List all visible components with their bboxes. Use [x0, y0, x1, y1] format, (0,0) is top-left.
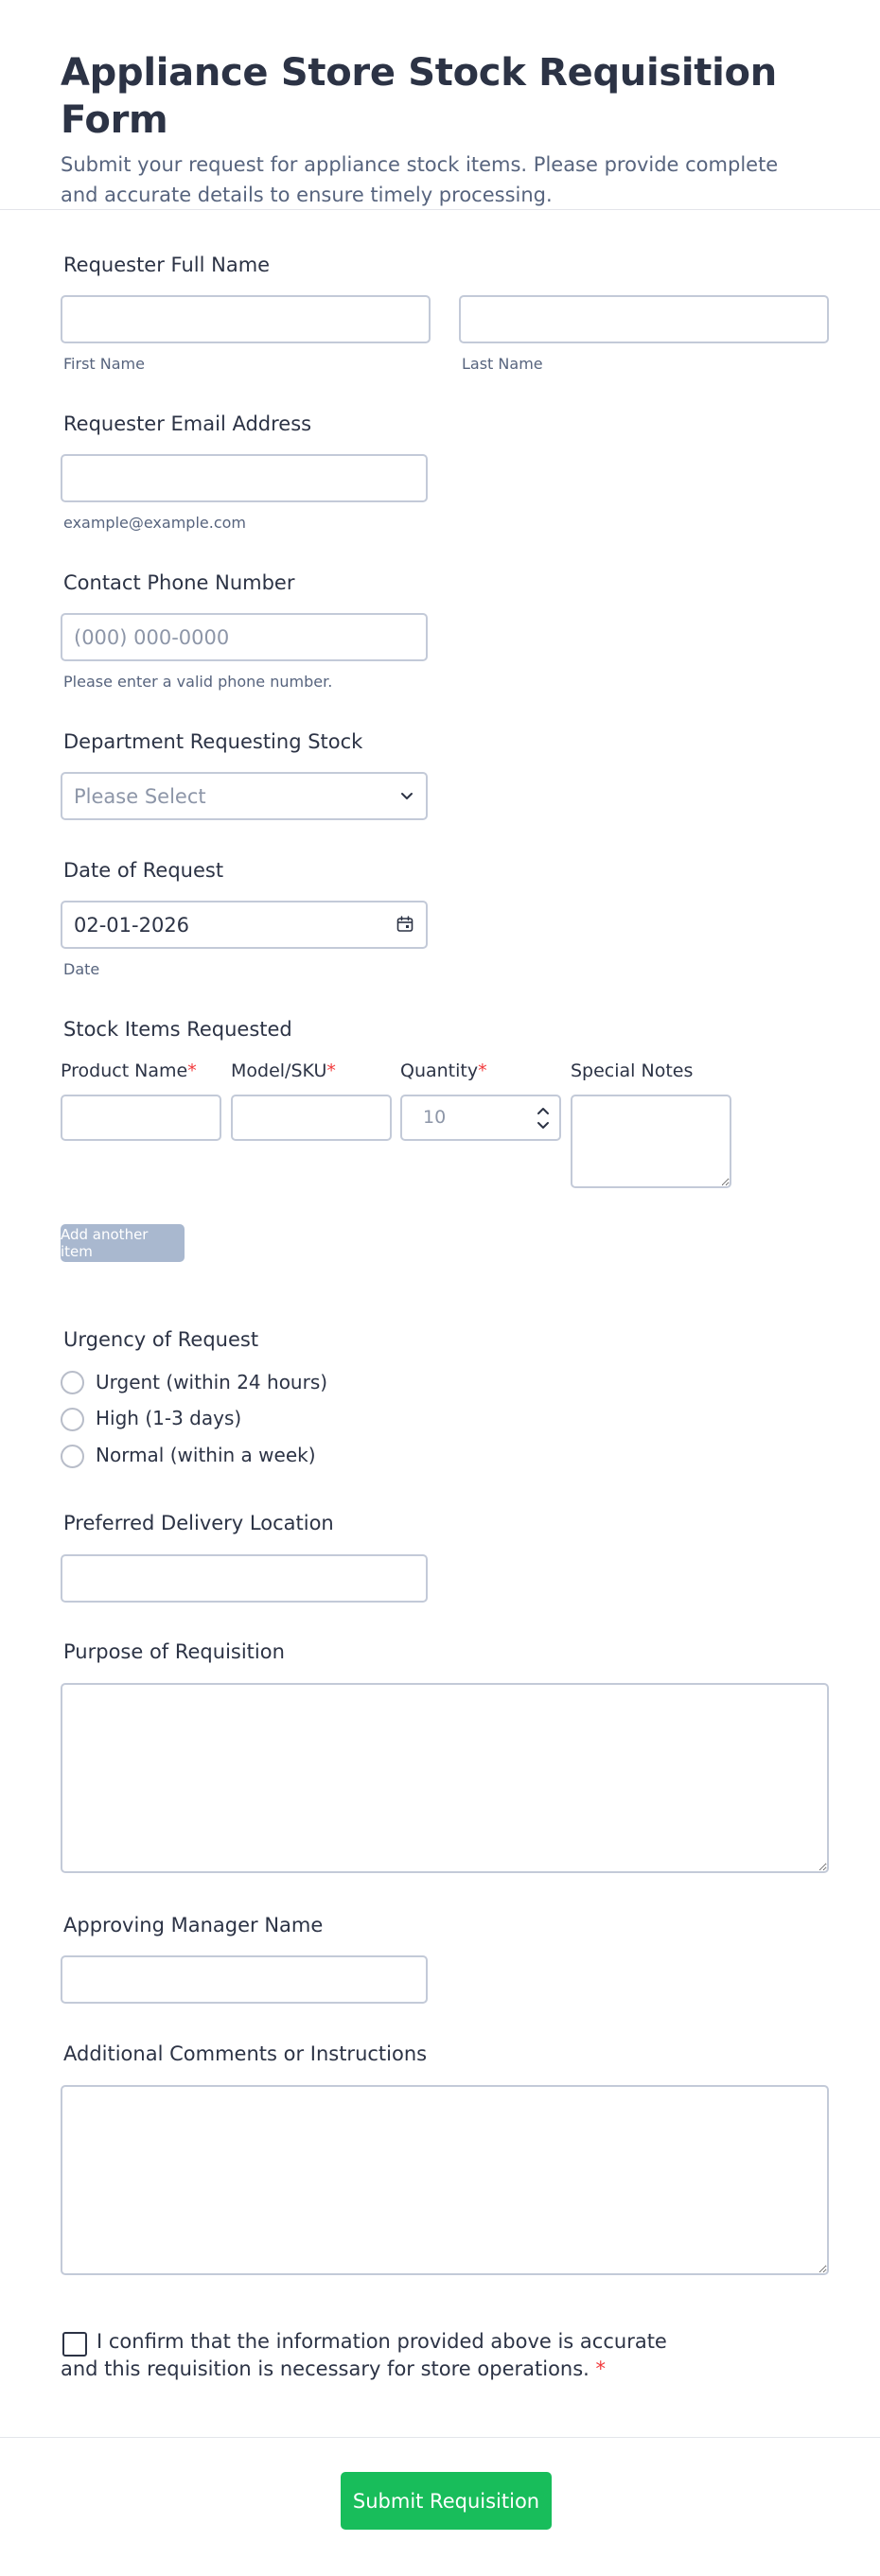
confirm-text: I confirm that the information provided above is accurate and this requisition is necessary for store operations.: [61, 2330, 667, 2380]
quantity-input[interactable]: [400, 1095, 561, 1141]
phone-sublabel: Please enter a valid phone number.: [63, 673, 333, 691]
comments-textarea[interactable]: [61, 2085, 829, 2275]
manager-label: Approving Manager Name: [63, 1914, 324, 1936]
comments-label: Additional Comments or Instructions: [63, 2042, 428, 2065]
first-name-sublabel: First Name: [63, 355, 145, 373]
first-name-input[interactable]: [61, 295, 431, 343]
col-product-name: [61, 1060, 197, 1081]
manager-name-input[interactable]: [61, 1955, 428, 2004]
product-name-input[interactable]: [61, 1095, 221, 1141]
radio-urgent-label[interactable]: Urgent (within 24 hours): [96, 1371, 328, 1393]
col-special-notes: Special Notes: [571, 1060, 694, 1081]
col-model-sku: [231, 1060, 336, 1081]
stock-items-label: Stock Items Requested: [63, 1018, 292, 1041]
submit-button[interactable]: Submit Requisition: [341, 2472, 552, 2530]
required-mark: *: [478, 1060, 487, 1081]
last-name-input[interactable]: [459, 295, 829, 343]
department-select[interactable]: [61, 772, 428, 820]
col-product-name-text: Product Name: [61, 1060, 188, 1081]
required-mark: *: [326, 1060, 336, 1081]
email-sublabel: example@example.com: [63, 514, 246, 532]
confirm-statement[interactable]: [61, 2328, 704, 2383]
radio-high[interactable]: [61, 1408, 84, 1431]
special-notes-textarea[interactable]: [571, 1095, 731, 1188]
col-quantity: [400, 1060, 487, 1081]
phone-placeholder: (000) 000-0000: [74, 626, 230, 649]
calendar-icon[interactable]: [396, 915, 414, 938]
full-name-label: Requester Full Name: [63, 254, 271, 276]
radio-normal[interactable]: [61, 1445, 84, 1468]
email-input[interactable]: [61, 454, 428, 502]
date-sublabel: Date: [63, 960, 100, 978]
date-value: 02-01-2026: [74, 914, 190, 937]
phone-label: Contact Phone Number: [63, 571, 295, 594]
purpose-textarea[interactable]: [61, 1683, 829, 1873]
date-label: Date of Request: [63, 859, 224, 882]
add-another-item-button[interactable]: Add another item: [61, 1224, 185, 1262]
footer-divider: [0, 2437, 880, 2438]
model-sku-input[interactable]: [231, 1095, 392, 1141]
required-mark: *: [187, 1060, 197, 1081]
delivery-location-input[interactable]: [61, 1554, 428, 1603]
chevron-down-icon: [399, 789, 414, 807]
col-quantity-text: Quantity: [400, 1060, 479, 1081]
form-header: [0, 0, 880, 210]
purpose-label: Purpose of Requisition: [63, 1640, 285, 1663]
last-name-sublabel: Last Name: [462, 355, 543, 373]
date-input[interactable]: [61, 901, 428, 949]
email-label: Requester Email Address: [63, 412, 312, 435]
col-model-sku-text: Model/SKU: [231, 1060, 327, 1081]
radio-normal-label[interactable]: Normal (within a week): [96, 1444, 316, 1466]
spinner-arrows-icon[interactable]: [537, 1104, 550, 1136]
radio-high-label[interactable]: High (1-3 days): [96, 1407, 242, 1429]
urgency-label: Urgency of Request: [63, 1328, 259, 1351]
phone-input[interactable]: [61, 613, 428, 661]
department-label: Department Requesting Stock: [63, 730, 363, 753]
radio-urgent[interactable]: [61, 1371, 84, 1394]
page-subtitle: Submit your request for appliance stock items. Please provide complete and accurate details to ensure timely processing.: [61, 153, 779, 206]
quantity-placeholder: 10: [423, 1107, 447, 1128]
department-placeholder: Please Select: [74, 785, 206, 808]
page-title: Appliance Store Stock Requisition Form: [61, 51, 777, 142]
delivery-label: Preferred Delivery Location: [63, 1512, 334, 1534]
required-mark: *: [595, 2357, 607, 2380]
